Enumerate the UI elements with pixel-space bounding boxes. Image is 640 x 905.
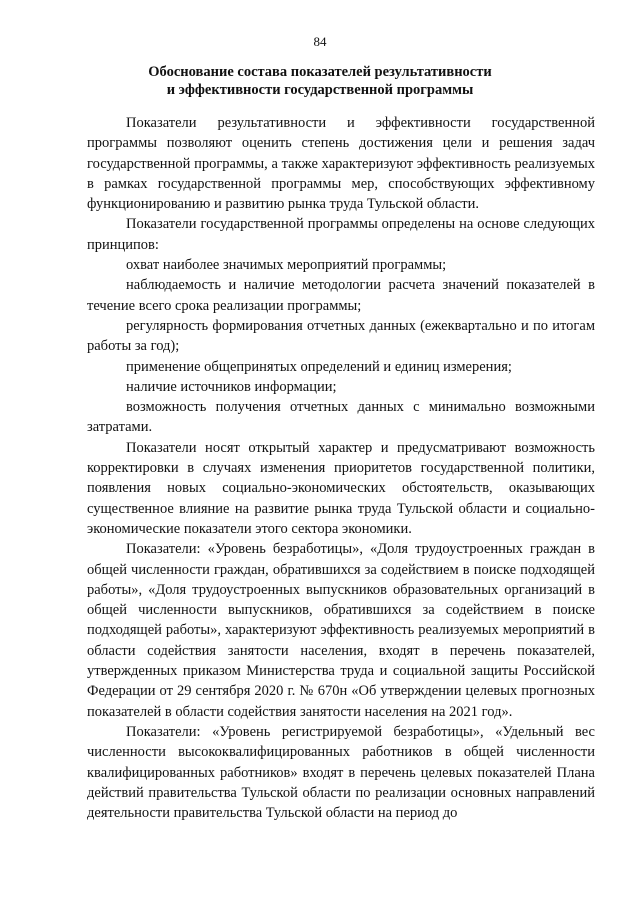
principle-item: охват наиболее значимых мероприятий программы;	[126, 257, 447, 274]
principle-item: регулярность формирования отчетных данных (ежеквартально и по итогам работы за год);	[87, 317, 595, 355]
paragraph-intro: Показатели результативности и эффективности государственной программы позволяют оценить степень достижения цели и решения задач государственной программы, а также характеризуют эффективность реализуемых в рамках государственной программы мер, способствующих эффективному функционированию и развитию рынка труда Тульской области.	[87, 115, 595, 213]
principle-item: применение общепринятых определений и единиц измерения;	[126, 358, 512, 375]
section-title-line-1: Обоснование состава показателей результативности	[148, 64, 492, 80]
principle-item: возможность получения отчетных данных с минимально возможными затратами.	[87, 399, 595, 436]
page-number: 84	[313, 34, 327, 49]
document-body	[87, 113, 595, 823]
section-title	[60, 63, 580, 99]
paragraph-open-character: Показатели носят открытый характер и предусматривают возможность корректировки в случаях изменения приоритетов государственной политики, появления новых социально-экономических обстоятельств, оказывающих существенное влияние на развитие рынка труда Тульской области и социально-экономические показатели этого сектора экономики.	[87, 439, 595, 537]
principle-item: наличие источников информации;	[126, 378, 337, 395]
principle-item: наблюдаемость и наличие методологии расчета значений показателей в течение всего срока реализации программы;	[87, 277, 595, 314]
paragraph-unemployment-indicators: Показатели: «Уровень безработицы», «Доля трудоустроенных граждан в общей численности граждан, обратившихся за содействием в поиске подходящей работы», «Доля трудоустроенных выпускников образовательных организаций в общей численности выпускников, обратившихся за содействием в поиске подходящей работы», характеризуют эффективность реализуемых мероприятий в области содействия занятости населения, входят в перечень показателей, утвержденных приказом Министерства труда и социальной защиты Российской Федерации от 29 сентября 2020 г. № 670н «Об утверждении целевых прогнозных показателей в области содействия занятости населения на 2021 год».	[87, 541, 595, 720]
paragraph-principles-lead: Показатели государственной программы определены на основе следующих принципов:	[87, 216, 595, 253]
paragraph-registered-unemployment: Показатели: «Уровень регистрируемой безработицы», «Удельный вес численности высококвалифицированных работников в общей численности квалифицированных работников» входят в перечень целевых показателей Плана действий правительства Тульской области по реализации основных направлений деятельности правительства Тульской области на период до	[87, 723, 595, 822]
section-title-line-2: и эффективности государственной программы	[166, 82, 474, 98]
